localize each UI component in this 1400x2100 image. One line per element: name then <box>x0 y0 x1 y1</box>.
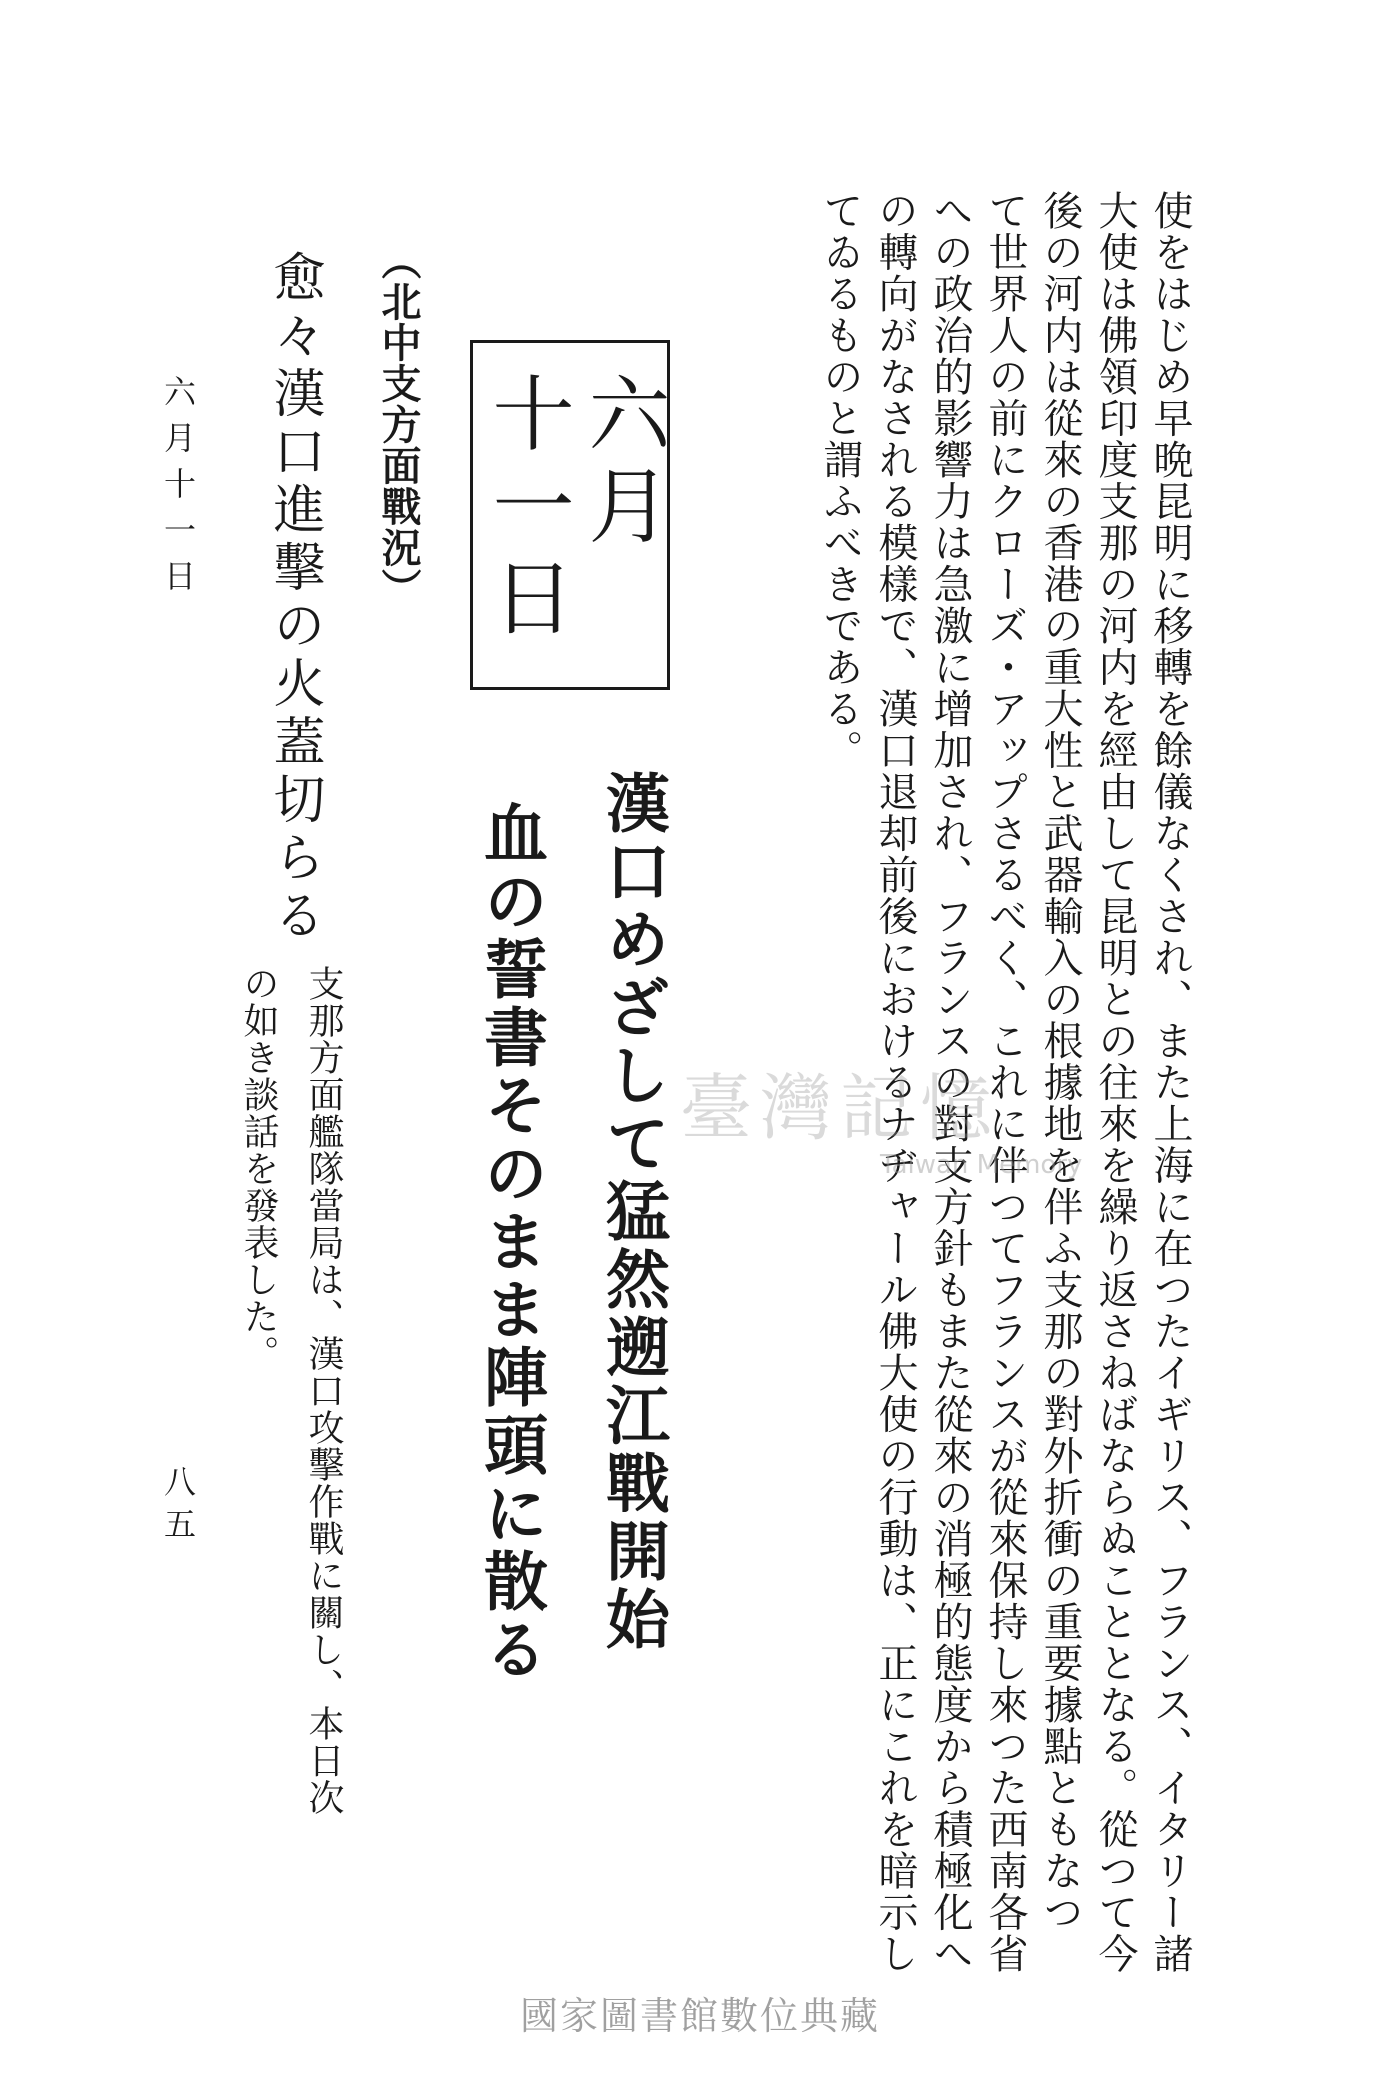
section-title: 愈々漢口進擊の火蓋切らる <box>264 250 324 946</box>
body-line-6: の轉向がなされる模樣で、漢口退却前後におけるナヂャール佛大使の行動は、正にこれを暗示し <box>872 190 918 1975</box>
body-line-2: 大使は佛領印度支那の河内を經由して昆明との往來を繰り返さねばならぬこととなる。從つて今 <box>1092 190 1138 1975</box>
section-label: （北中支方面戰況） <box>375 240 421 609</box>
article-line-1: 支那方面艦隊當局は、漢口攻擊作戰に關し、本日次 <box>303 965 344 1816</box>
date-box <box>470 340 670 690</box>
body-line-1: 使をはじめ早晩昆明に移轉を餘儀なくされ、また上海に在つたイギリス、フランス、イタリー諸 <box>1147 190 1193 1975</box>
article-line-2: の如き談話を發表した。 <box>238 965 279 1372</box>
watermark-logo: 臺灣記憶 <box>680 1066 1001 1150</box>
body-line-7: てゐるものと謂ふべきである。 <box>817 190 863 771</box>
headline-sub: 血の誓書そのまま陣頭に散る <box>473 800 548 1684</box>
body-line-4: て世界人の前にクローズ・アップさるべく、これに伴つてフランスが從來保持し來つた西南各省 <box>982 190 1028 1975</box>
footer-credit: 國家圖書館數位典藏 <box>519 1994 880 2038</box>
date-month: 六月 <box>575 371 670 555</box>
headline-main: 漢口めざして猛然遡江戰開始 <box>595 770 670 1654</box>
page-number: 八五 <box>159 1465 197 1549</box>
running-header: 六月十一日 <box>159 375 197 605</box>
watermark-subtitle: Taiwan Memory <box>880 1150 1083 1180</box>
date-day: 十一日 <box>479 371 574 647</box>
body-line-5: への政治的影響力は急激に增加され、フランスの對支方針もまた從來の消極的態度から積極化へ <box>927 190 973 1975</box>
body-line-3: 後の河内は從來の香港の重大性と武器輸入の根據地を伴ふ支那の對外折衝の重要據點ともなつ <box>1037 190 1083 1933</box>
